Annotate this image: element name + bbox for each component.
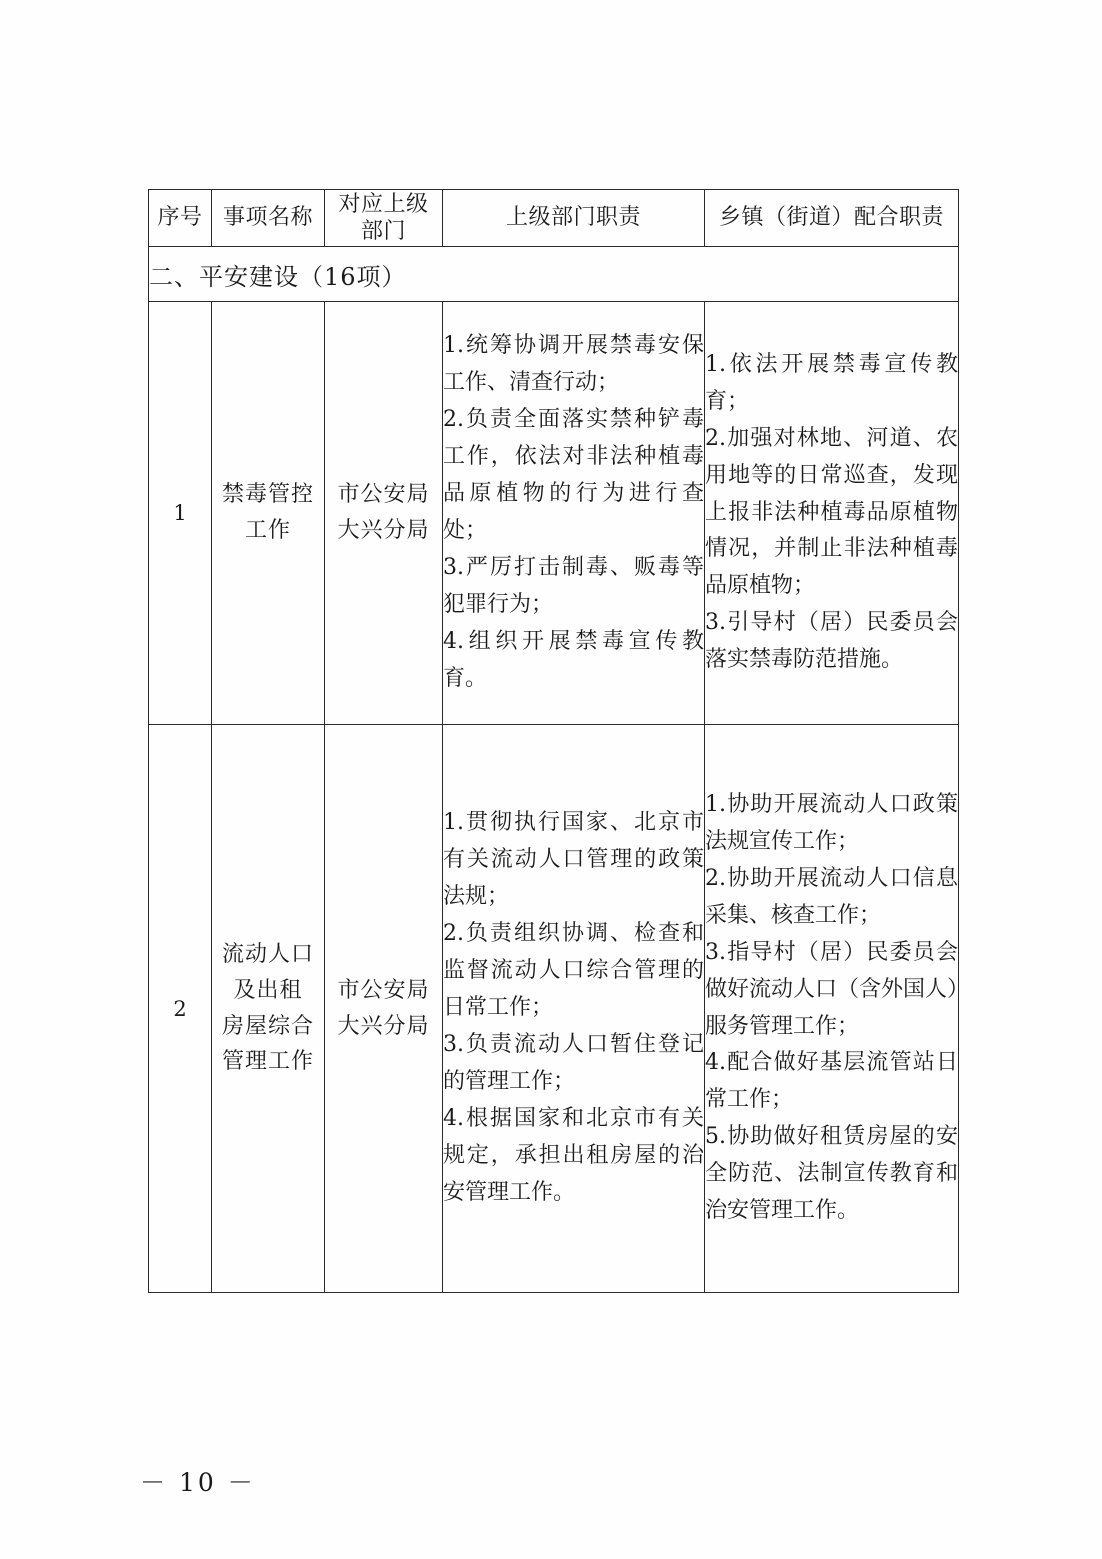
row-item-name-line: 管理工作 <box>221 1049 314 1075</box>
duty-item: 3.引导村（居）民委员会落实禁毒防范措施。 <box>705 610 958 673</box>
column-header-upper-department <box>325 190 443 247</box>
duty-item: 1.依法开展禁毒宣传教育； <box>705 351 958 414</box>
row-item-name-line: 及出租 <box>233 977 303 1003</box>
row-upper-duties <box>443 302 705 725</box>
column-header-item-name: 事项名称 <box>212 190 325 247</box>
column-header-upper-department-line2: 部门 <box>360 219 406 244</box>
row-department-line: 市公安局 <box>337 482 430 508</box>
row-department-line: 大兴分局 <box>337 1013 430 1039</box>
duty-item: 1.贯彻执行国家、北京市有关流动人口管理的政策法规； <box>443 810 704 910</box>
responsibility-table <box>148 189 959 1293</box>
duty-item: 4.根据国家和北京市有关规定，承担出租房屋的治安管理工作。 <box>443 1105 704 1205</box>
section-header-row <box>149 247 959 302</box>
row-item-name <box>212 302 325 725</box>
row-item-name <box>212 725 325 1293</box>
row-department-line: 大兴分局 <box>337 518 430 543</box>
duty-item: 3.指导村（居）民委员会做好流动人口（含外国人）服务管理工作； <box>705 939 959 1039</box>
column-header-upper-department-line1: 对应上级 <box>338 191 429 217</box>
row-department-line: 市公安局 <box>337 977 430 1003</box>
column-header-index: 序号 <box>149 190 212 247</box>
section-title: 二、平安建设（16项） <box>149 247 959 302</box>
duty-item: 1.统筹协调开展禁毒安保工作、清查行动； <box>443 333 704 396</box>
row-department <box>325 725 443 1293</box>
duty-item: 2.负责组织协调、检查和监督流动人口综合管理的日常工作； <box>443 921 704 1021</box>
duty-item: 5.协助做好租赁房屋的安全防范、法制宣传教育和治安管理工作。 <box>705 1124 958 1224</box>
row-item-name-line: 工作 <box>244 518 291 543</box>
row-item-name-line: 流动人口 <box>221 942 314 968</box>
duty-item: 2.负责全面落实禁种铲毒工作，依法对非法种植毒品原植物的行为进行查处； <box>443 407 704 543</box>
row-department <box>325 302 443 725</box>
duty-item: 2.加强对林地、河道、农用地等的日常巡查，发现上报非法种植毒品原植物情况，并制止非法种植毒品原植物； <box>705 425 958 599</box>
row-item-name-line: 禁毒管控 <box>221 482 314 508</box>
row-upper-duties <box>443 725 705 1293</box>
duty-item: 3.负责流动人口暂住登记的管理工作； <box>443 1031 704 1094</box>
column-header-upper-duties: 上级部门职责 <box>443 190 705 247</box>
column-header-town-duties: 乡镇（街道）配合职责 <box>705 190 959 247</box>
table-header-row <box>149 190 959 247</box>
duty-item: 1.协助开展流动人口政策法规宣传工作； <box>705 791 958 854</box>
row-town-duties <box>705 725 959 1293</box>
duty-item: 2.协助开展流动人口信息采集、核查工作； <box>705 865 958 928</box>
row-index: 2 <box>149 725 212 1293</box>
row-index: 1 <box>149 302 212 725</box>
row-town-duties <box>705 302 959 725</box>
table-row <box>149 302 959 725</box>
table-row <box>149 725 959 1293</box>
duty-item: 4.组织开展禁毒宣传教育。 <box>443 628 704 691</box>
duty-item: 4.配合做好基层流管站日常工作； <box>705 1050 958 1113</box>
row-item-name-line: 房屋综合 <box>221 1013 314 1039</box>
duty-item: 3.严厉打击制毒、贩毒等犯罪行为； <box>443 554 704 617</box>
page-number: － 10 － <box>140 1468 256 1497</box>
